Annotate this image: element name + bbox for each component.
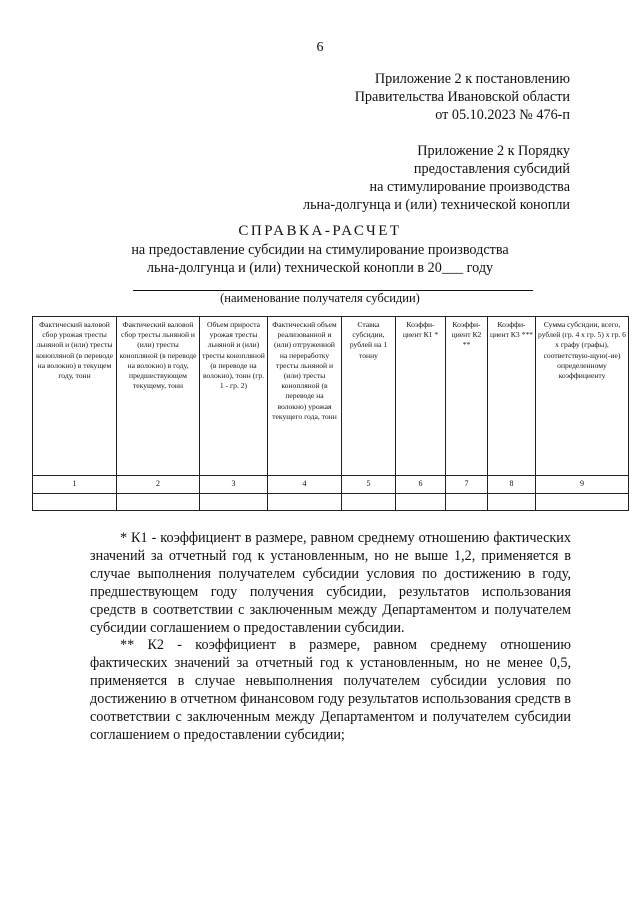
footnotes xyxy=(90,530,571,745)
data-row-empty xyxy=(33,494,629,511)
table-cell xyxy=(268,494,342,511)
column-header: Сумма субсидии, всего, рублей (гр. 4 x гр. 5) x гр. 6 x графу (графы), соответствую-щую(-ие) определенному коэффициенту xyxy=(536,317,629,476)
column-header: Фактический объем реализованной и (или) отгруженной на переработку тресты льняной и (или) тресты конопляной (в переводе на волокно) урожая текущего года, тонн xyxy=(268,317,342,476)
column-number: 5 xyxy=(342,476,396,494)
recipient-caption: (наименование получателя субсидии) xyxy=(220,291,420,305)
document-title: СПРАВКА-РАСЧЕТ xyxy=(238,223,402,239)
column-number: 7 xyxy=(446,476,488,494)
subtitle-line: льна-долгунца и (или) технической конопли в 20___ году xyxy=(146,260,494,276)
table-cell xyxy=(446,494,488,511)
appendix-decree-block xyxy=(355,70,570,124)
appendix-decree-line: Правительства Ивановской области xyxy=(354,89,570,105)
document-subtitle xyxy=(0,241,640,277)
appendix-procedure-line: льна-долгунца и (или) технической конопли xyxy=(302,197,570,213)
subtitle-line: на предоставление субсидии на стимулирование производства xyxy=(131,242,509,258)
column-header: Фактический валовой сбор урожая тресты льняной и (или) тресты конопляной (в переводе на волокно) в текущем году, тонн xyxy=(33,317,117,476)
appendix-decree-line: Приложение 2 к постановлению xyxy=(374,71,570,87)
table-cell xyxy=(117,494,200,511)
column-header: Фактический валовой сбор тресты льняной и (или) тресты конопляной (в переводе на волокно) в году, предшествующем текущему, тонн xyxy=(117,317,200,476)
footnote-k1: * К1 - коэффициент в размере, равном среднему отношению фактических значений за отчетный год к установленным, но не выше 1,2, применяется в случае выполнения получателем субсидии условия по достижению в году, предшествующем году получения субсидии, результатов использования средств в соответствии с заключенным между Департаментом и получателем субсидии соглашением о предоставлении субсидии. xyxy=(90,530,571,636)
column-number: 6 xyxy=(396,476,446,494)
footnote-k2: ** К2 - коэффициент в размере, равном среднему отношению фактических значений за отчетный год к установленным, но не менее 0,5, применяется в случае невыполнения получателем субсидии условия по достижению в отчетном финансовом году результатов использования средств в соответствии с заключенным между Департаментом и получателем субсидии соглашением о предоставлении субсидии; xyxy=(90,637,571,743)
column-header: Коэффи-циент К3 *** xyxy=(488,317,536,476)
table-cell xyxy=(342,494,396,511)
column-header: Ставка субсидии, рублей на 1 тонну xyxy=(342,317,396,476)
appendix-procedure-line: предоставления субсидий xyxy=(413,161,570,177)
table-cell xyxy=(396,494,446,511)
table-cell xyxy=(33,494,117,511)
column-number: 4 xyxy=(268,476,342,494)
column-number: 3 xyxy=(200,476,268,494)
page-number: 6 xyxy=(316,40,324,55)
table-header-row xyxy=(33,317,629,476)
table-cell xyxy=(200,494,268,511)
table-cell xyxy=(536,494,629,511)
column-number-row xyxy=(33,476,629,494)
column-header: Объем прироста урожая тресты льняной и (или) тресты конопляной (в переводе на волокно), тонн (гр. 1 - гр. 2) xyxy=(200,317,268,476)
appendix-decree-line: от 05.10.2023 № 476-п xyxy=(435,107,570,123)
appendix-procedure-line: на стимулирование производства xyxy=(369,179,570,195)
column-header: Коэффи-циент К2 ** xyxy=(446,317,488,476)
column-number: 1 xyxy=(33,476,117,494)
table-cell xyxy=(488,494,536,511)
column-number: 8 xyxy=(488,476,536,494)
column-header: Коэффи-циент К1 * xyxy=(396,317,446,476)
appendix-procedure-line: Приложение 2 к Порядку xyxy=(417,143,570,159)
column-number: 9 xyxy=(536,476,629,494)
column-number: 2 xyxy=(117,476,200,494)
appendix-procedure-block xyxy=(303,142,570,214)
calculation-table xyxy=(32,316,629,511)
